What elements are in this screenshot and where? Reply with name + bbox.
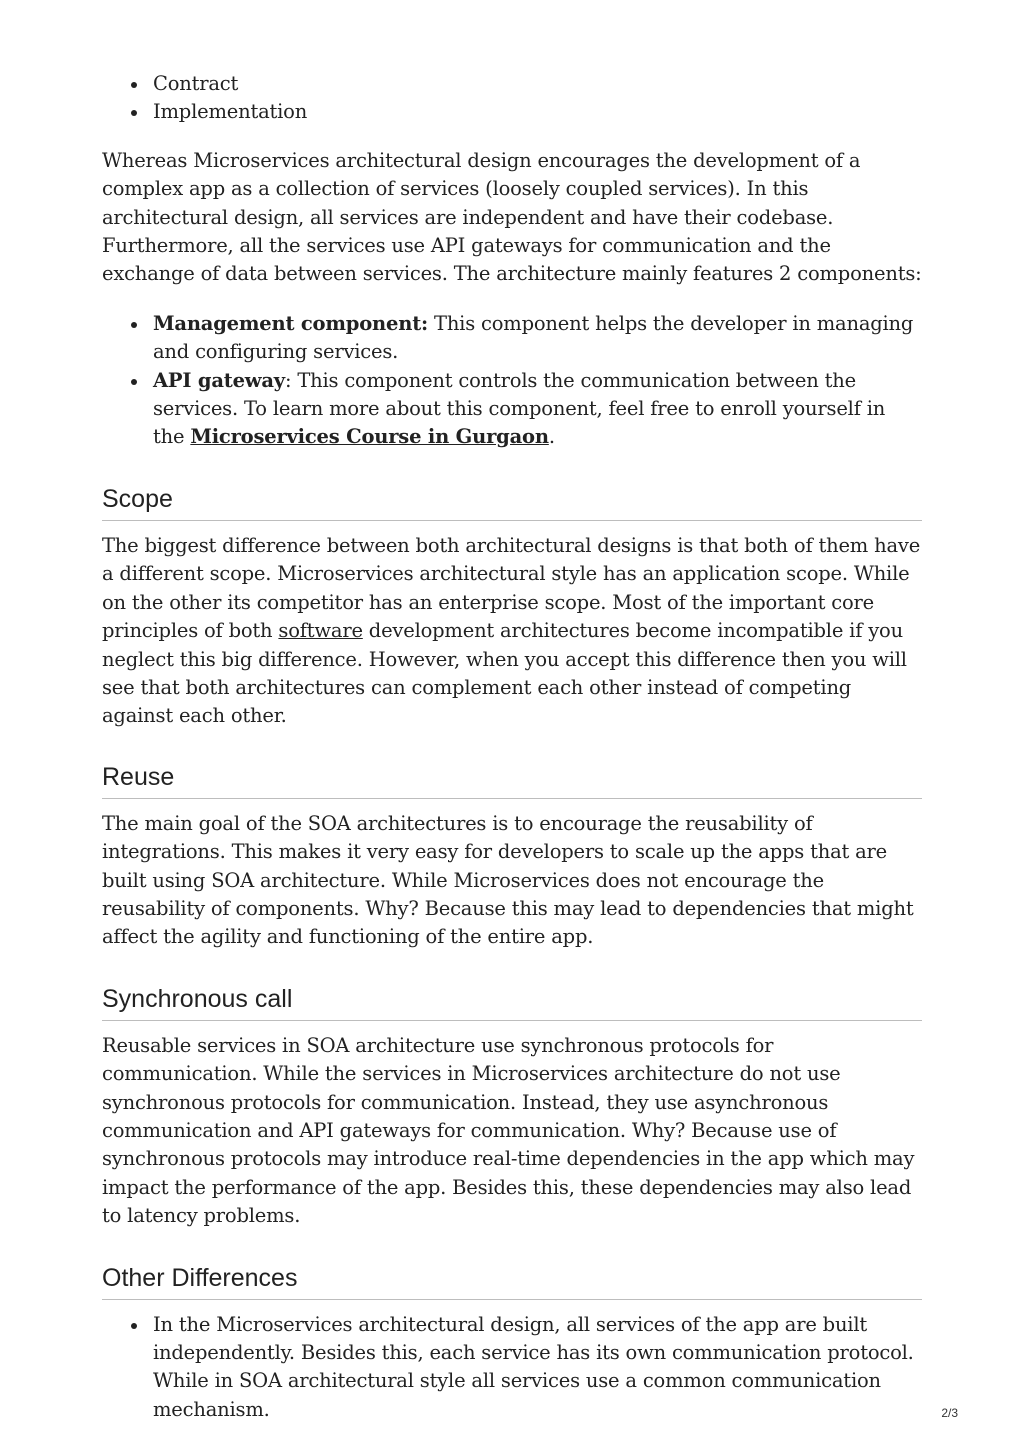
- list-item-text: In the Microservices architectural design, all services of the app are built independently. Besides this, each service has its own communication protocol. While in SOA architectural style all services use a common communication mechanism.: [153, 1312, 914, 1421]
- scope-paragraph: The biggest difference between both architectural designs is that both of them have a different scope. Microservices architectural style has an application scope. While on the other its competitor has an enterprise scope. Most of the important core principles of both software development architectures become incompatible if you neglect this big difference. However, when you accept this difference then you will see that both architectures can complement each other instead of competing against each other.: [102, 533, 921, 728]
- list-item: [153, 70, 922, 98]
- heading-reuse: Reuse: [102, 762, 922, 799]
- bullet-icon: [131, 322, 137, 328]
- page-number: 2/3: [941, 1406, 958, 1420]
- microservices-paragraph: Whereas Microservices architectural design encourages the development of a complex app as a collection of services (loosely coupled services). In this architectural design, all services are independent and have their codebase. Furthermore, all the services use API gateways for communication and the exchange of data between services. The architecture mainly features 2 components:: [102, 148, 922, 286]
- bullet-icon: [131, 82, 137, 88]
- other-differences-list: [102, 1311, 922, 1425]
- term-description: : This component controls the communication between the services. To learn more about this component, feel free to enroll yourself in the: [153, 368, 886, 449]
- reuse-paragraph: The main goal of the SOA architectures is to encourage the reusability of integrations. This makes it very easy for developers to scale up the apps that are built using SOA architecture. While Microservices does not encourage the reusability of components. Why? Because this may lead to dependencies that might affect the agility and functioning of the entire app.: [102, 811, 914, 949]
- term-description: This component helps the developer in managing and configuring services.: [153, 311, 914, 364]
- synchronous-call-paragraph: Reusable services in SOA architecture use synchronous protocols for communication. While the services in Microservices architecture do not use synchronous protocols for communication. Instead, they use asynchronous communication and API gateways for communication. Why? Because use of synchronous protocols may introduce real-time dependencies in the app which may impact the performance of the app. Besides this, these dependencies may also lead to latency problems.: [102, 1033, 915, 1228]
- microservices-course-link[interactable]: Microservices Course in Gurgaon: [190, 425, 549, 449]
- document-page: [102, 70, 922, 1424]
- list-item-api-gateway: API gateway: This component controls the communication between the services. To learn more about this component, feel free to enroll yourself in the Microservices Course in Gurgaon.: [153, 367, 922, 452]
- list-item: [153, 98, 922, 126]
- intro-list: [102, 70, 922, 127]
- components-list: [102, 310, 922, 452]
- list-item: [153, 1311, 922, 1425]
- term-label: API gateway: [153, 368, 285, 392]
- heading-synchronous-call: Synchronous call: [102, 984, 922, 1021]
- list-item-text: Contract: [153, 72, 239, 95]
- bullet-icon: [131, 110, 137, 116]
- heading-scope: Scope: [102, 484, 922, 521]
- list-item-management-component: [153, 310, 922, 367]
- software-link[interactable]: software: [278, 619, 363, 643]
- heading-other-differences: Other Differences: [102, 1263, 922, 1300]
- bullet-icon: [131, 1323, 137, 1329]
- bullet-icon: [131, 379, 137, 385]
- list-item-text: Implementation: [153, 100, 308, 124]
- term-label: Management component:: [153, 311, 429, 335]
